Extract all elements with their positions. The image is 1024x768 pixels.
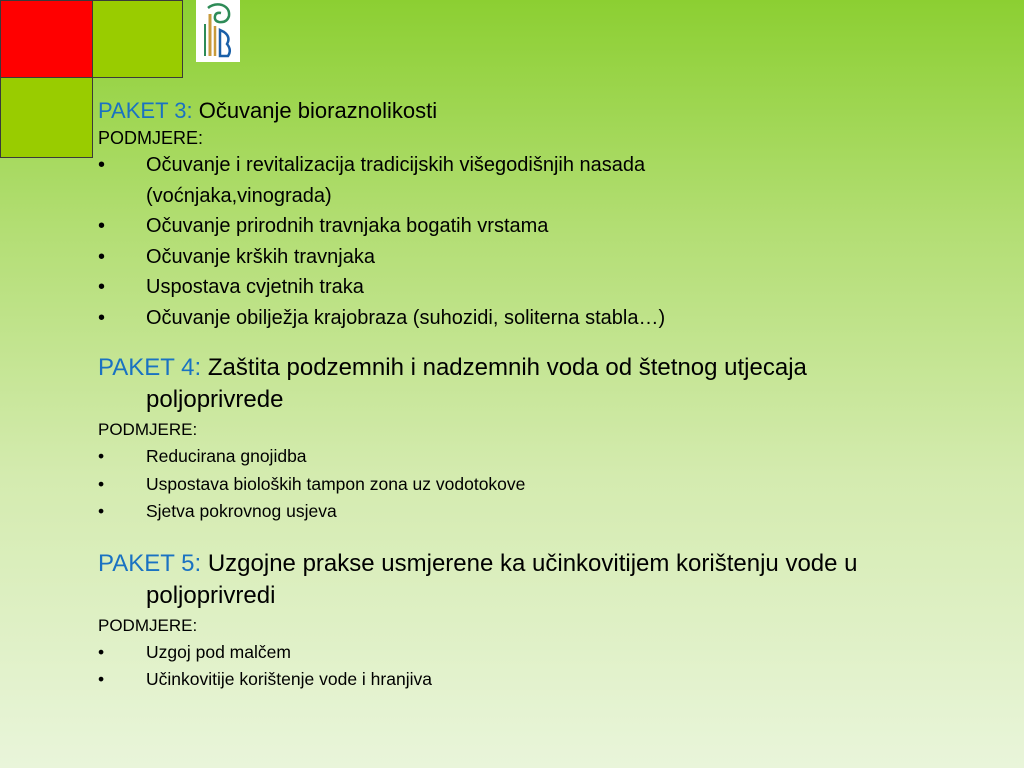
- bullet: •: [98, 669, 105, 689]
- hbz-logo-icon: [196, 0, 240, 62]
- bullet: •: [98, 473, 105, 494]
- list-item: [98, 443, 1008, 471]
- list-item: [98, 211, 1008, 242]
- section5-title-cont: poljoprivredi: [146, 581, 276, 609]
- section5-heading: [98, 548, 1008, 580]
- list-item: [98, 666, 1008, 694]
- section4-podmjere: PODMJERE:: [98, 420, 198, 439]
- bullet: •: [98, 641, 105, 662]
- content: [98, 96, 1008, 694]
- list-item: [98, 639, 1008, 667]
- section3-podmjere: PODMJERE:: [98, 128, 204, 148]
- section-paket-4: [98, 352, 1008, 526]
- section4-heading: [98, 352, 1008, 384]
- section5-title: Uzgojne prakse usmjerene ka učinkovitijem korištenju vode u: [207, 549, 858, 577]
- list-item: [98, 150, 1008, 211]
- section3-heading: [98, 96, 1008, 126]
- section5-podmjere: PODMJERE:: [98, 615, 198, 635]
- list-item: [98, 272, 1008, 303]
- bullet: •: [98, 501, 105, 521]
- list-item: [98, 242, 1008, 273]
- section-paket-3: [98, 96, 1008, 333]
- section4-title-cont: poljoprivrede: [146, 386, 284, 413]
- section3-label: PAKET 3:: [98, 98, 193, 123]
- bullet: •: [98, 306, 106, 329]
- section4-label: PAKET 4:: [98, 354, 202, 381]
- bullet: •: [98, 245, 106, 268]
- list-item-text: Reducirana gnojidba: [146, 446, 307, 466]
- list-item: [98, 471, 1008, 499]
- section3-title: Očuvanje bioraznolikosti: [198, 98, 438, 123]
- list-item-text: Uspostava cvjetnih traka: [146, 276, 364, 298]
- section3-list: [98, 150, 1008, 333]
- bullet: •: [98, 446, 105, 466]
- section-paket-5: [98, 548, 1008, 694]
- list-item-text: Očuvanje obilježja krajobraza (suhozidi, soliterna stabla…): [146, 306, 666, 329]
- bullet: •: [98, 215, 106, 237]
- section5-label: PAKET 5:: [98, 549, 202, 577]
- red-square: [0, 0, 93, 78]
- list-item-text: Očuvanje i revitalizacija tradicijskih višegodišnjih nasada: [146, 154, 646, 176]
- list-item-text: Očuvanje krških travnjaka: [146, 245, 375, 268]
- green-square-top: [92, 0, 183, 78]
- section4-list: [98, 443, 1008, 526]
- section5-list: [98, 639, 1008, 694]
- list-item-text: Uzgoj pod malčem: [146, 641, 291, 662]
- list-item-text: Učinkovitije korištenje vode i hranjiva: [146, 669, 432, 689]
- list-item-text: Sjetva pokrovnog usjeva: [146, 501, 337, 521]
- bullet: •: [98, 154, 106, 176]
- green-square-left: [0, 77, 93, 158]
- list-item: [98, 498, 1008, 526]
- list-item-text: Uspostava bioloških tampon zona uz vodotokove: [146, 473, 526, 494]
- list-item-text: Očuvanje prirodnih travnjaka bogatih vrstama: [146, 215, 549, 237]
- list-item: [98, 303, 1008, 334]
- section4-title: Zaštita podzemnih i nadzemnih voda od štetnog utjecaja: [207, 354, 807, 381]
- list-item-text-cont: (voćnjaka,vinograda): [146, 184, 332, 207]
- bullet: •: [98, 276, 106, 298]
- logo: [196, 0, 240, 62]
